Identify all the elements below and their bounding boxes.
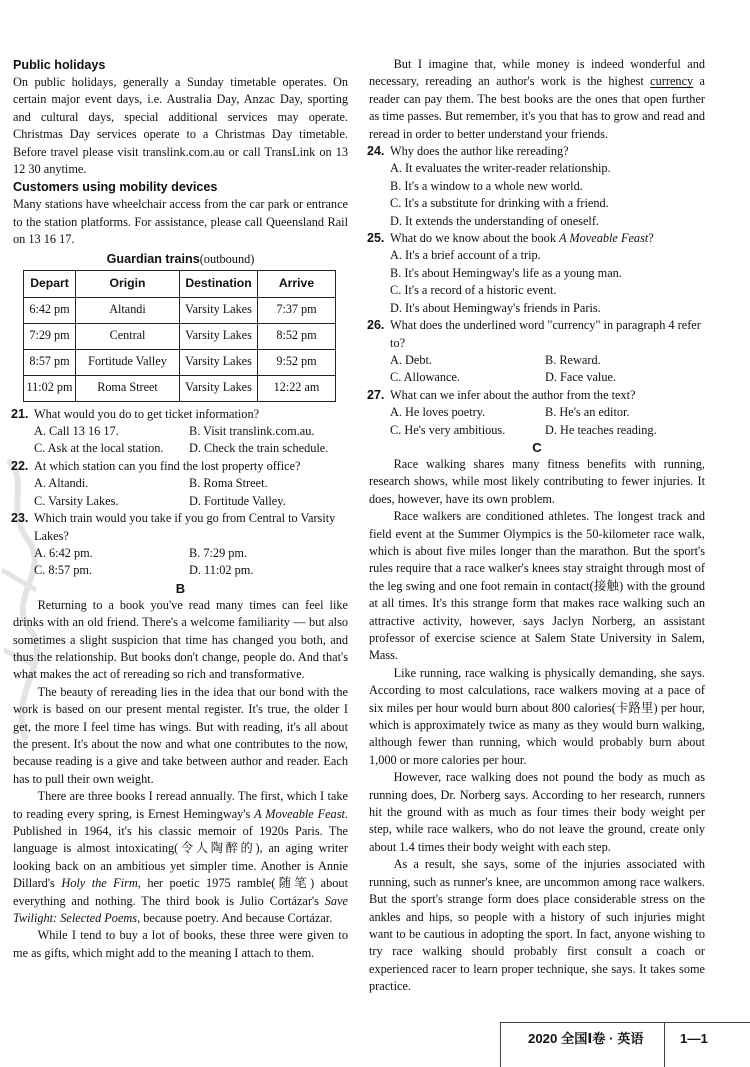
question-23	[13, 510, 348, 545]
question-number: 22.	[11, 458, 29, 473]
option-d: D. 11:02 pm.	[189, 563, 254, 578]
option-d: D. It extends the understanding of oneself.	[390, 213, 599, 228]
passage-c-paragraph-1: Race walking shares many fitness benefits with running, research shows, while most likely contributing to fewer injuries. It does, however, have its own problem.	[369, 456, 705, 506]
cell-arrive: 9:52 pm	[258, 349, 336, 375]
options-row	[369, 352, 705, 369]
passage-b-paragraph-3	[13, 788, 348, 927]
underlined-word: currency	[650, 74, 694, 89]
option-a: A. It's a brief account of a trip.	[390, 248, 541, 263]
section-b-heading: B	[175, 580, 186, 596]
header-depart: Depart	[24, 270, 76, 297]
option-b: B. Visit translink.com.au.	[189, 424, 315, 439]
option-a: A. Debt.	[390, 352, 433, 367]
cell-destination: Varsity Lakes	[180, 323, 258, 349]
options-block	[369, 247, 705, 317]
table-row	[24, 349, 336, 375]
cell-arrive: 7:37 pm	[258, 297, 336, 323]
book-title: A Moveable Feast	[559, 231, 649, 246]
text-segment: ?	[648, 231, 654, 246]
footer-exam-label: 2020 全国Ⅰ卷 · 英语	[528, 1031, 644, 1046]
question-24	[369, 143, 705, 160]
question-number: 25.	[367, 231, 385, 246]
options-row	[13, 545, 348, 562]
cell-depart: 11:02 pm	[24, 375, 76, 401]
option-d: D. Check the train schedule.	[189, 441, 329, 456]
cell-destination: Varsity Lakes	[180, 375, 258, 401]
option-b: B. He's an editor.	[545, 405, 630, 420]
passage-b-paragraph-1: Returning to a book you've read many times can feel like drinks with an old friend. There's a welcome familiarity — but also sometimes a slight suspicion that time has changed you both, and thus the relationship. But books don't change, people do. And that's what makes the act of rereading so rich and transformative.	[13, 597, 348, 682]
header-destination: Destination	[180, 270, 258, 297]
options-row	[369, 422, 705, 439]
question-stem: Which train would you take if you go from Central to Varsity Lakes?	[34, 511, 336, 543]
table-row	[24, 375, 336, 401]
cell-origin: Central	[76, 323, 180, 349]
question-stem: What does the underlined word "currency" in paragraph 4 refer to?	[390, 318, 701, 350]
text-segment: . Published in 1964, it's his classic memoir of 1920s Paris. The language is almost intoxicating(令人陶醉的), an aging writer looking back on an ambitious yet simpler time. Another is Annie Dillard's	[13, 806, 348, 891]
question-stem: Why does the author like rereading?	[390, 144, 569, 159]
question-27	[369, 387, 705, 404]
question-22	[13, 458, 348, 475]
book-title: A Moveable Feast	[254, 806, 345, 821]
text-segment: , because poetry. And because Cortázar.	[137, 911, 333, 926]
table-header-row	[24, 270, 336, 297]
cell-destination: Varsity Lakes	[180, 349, 258, 375]
options-row	[13, 475, 348, 492]
option-b: B. It's about Hemingway's life as a young man.	[390, 265, 622, 280]
question-stem: What can we infer about the author from the text?	[390, 387, 636, 402]
options-row	[13, 423, 348, 440]
text-segment: , her poetic 1975 ramble(随笔) about everything and nothing. The third book is Julio Cortázar's	[13, 876, 348, 908]
cell-origin: Altandi	[76, 297, 180, 323]
text-segment: What do we know about the book	[390, 231, 560, 246]
options-row	[13, 440, 348, 457]
option-c: C. Varsity Lakes.	[34, 493, 119, 508]
option-a: A. He loves poetry.	[390, 405, 486, 420]
passage-b-paragraph-4: While I tend to buy a lot of books, these three were given to me as gifts, which might add to the meaning I attach to them.	[13, 928, 348, 960]
option-d: D. Fortitude Valley.	[189, 493, 286, 508]
cell-depart: 8:57 pm	[24, 349, 76, 375]
options-row	[13, 493, 348, 510]
table-title-text: Guardian trains	[106, 251, 200, 266]
section-c-heading: C	[532, 439, 542, 455]
question-number: 27.	[367, 387, 385, 402]
question-stem: What would you do to get ticket information?	[34, 406, 260, 421]
question-number: 26.	[367, 318, 385, 333]
right-column	[369, 56, 705, 996]
mobility-heading: Customers using mobility devices	[13, 180, 218, 195]
cell-destination: Varsity Lakes	[180, 297, 258, 323]
holidays-heading: Public holidays	[13, 58, 106, 72]
option-b: B. 7:29 pm.	[189, 545, 248, 560]
question-stem	[390, 230, 705, 247]
option-c: C. Allowance.	[390, 370, 461, 385]
header-origin: Origin	[76, 270, 180, 297]
cell-origin: Fortitude Valley	[76, 349, 180, 375]
option-a: A. Call 13 16 17.	[34, 424, 119, 439]
options-row	[13, 562, 348, 579]
book-title: Holy the Firm	[61, 876, 138, 891]
option-b: B. Reward.	[545, 352, 601, 367]
options-row	[369, 369, 705, 386]
option-a: A. Altandi.	[34, 476, 89, 491]
options-row	[369, 404, 705, 421]
option-b: B. It's a window to a whole new world.	[390, 178, 583, 193]
footer-divider	[500, 1022, 501, 1067]
question-21	[13, 406, 348, 423]
text-segment: a reader can pay them. The best books are the ones that open further as time passes. But remember, it's you that has to grow and read and reread in order to better understand your friends.	[369, 74, 705, 141]
passage-c-paragraph-3: Like running, race walking is physically demanding, she says. According to most calculations, race walkers moving at a pace of six miles per hour would burn about 800 calories(卡路里) per hour, which is approximately twice as many as they would burn walking, although fewer than running, which would probably burn about 1,000 or more calories per hour.	[369, 665, 705, 767]
option-c: C. It's a substitute for drinking with a friend.	[390, 196, 609, 211]
table-row	[24, 323, 336, 349]
book-title: Save Twilight: Selected Poems	[13, 893, 348, 926]
option-d: D. Face value.	[545, 370, 617, 385]
question-number: 23.	[11, 511, 29, 526]
passage-c-paragraph-5: As a result, she says, some of the injuries associated with running, such as runner's knee, are uncommon among race walkers. But the sport's strange form does place considerable stress on the ankles and hips, so people with a history of such injuries might want to be cautious in adopting the sport. In fact, anyone wishing to try race walking should probably first consult a coach or experienced racer to learn proper technique, she says. It takes some practice.	[369, 857, 705, 994]
text-segment: But I imagine that, while money is indeed wonderful and necessary, rereading an author's work is the highest	[369, 57, 705, 89]
passage-c-paragraph-4: However, race walking does not pound the body as much as running does, Dr. Norberg says. According to her research, runners hit the ground with as much as four times their body weight per step, while race walkers, who do not leave the ground, create only about 1.4 times their body weight with each step.	[369, 770, 705, 854]
train-timetable	[23, 270, 336, 402]
option-c: C. Ask at the local station.	[34, 441, 164, 456]
table-row	[24, 297, 336, 323]
cell-arrive: 12:22 am	[258, 375, 336, 401]
passage-b-paragraph-5	[369, 56, 705, 143]
holidays-paragraph: On public holidays, generally a Sunday timetable operates. On certain major event days, i.e. Australia Day, Anzac Day, sporting and cultural days, special additional services may operate. Christmas Day services operate to a Christmas Day timetable. Before travel please visit translink.com.au or call TransLink on 13 12 30 anytime.	[13, 75, 348, 177]
cell-arrive: 8:52 pm	[258, 323, 336, 349]
question-stem: At which station can you find the lost property office?	[34, 458, 301, 473]
cell-depart: 6:42 pm	[24, 297, 76, 323]
question-26	[369, 317, 705, 352]
question-25	[369, 230, 705, 247]
question-number: 24.	[367, 144, 385, 159]
footer-page-number: 1—1	[680, 1031, 708, 1046]
options-block	[369, 160, 705, 230]
option-c: C. It's a record of a historic event.	[390, 283, 557, 298]
option-d: D. He teaches reading.	[545, 422, 657, 437]
cell-origin: Roma Street	[76, 375, 180, 401]
option-c: C. He's very ambitious.	[390, 422, 506, 437]
option-d: D. It's about Hemingway's friends in Paris.	[390, 300, 601, 315]
option-b: B. Roma Street.	[189, 476, 268, 491]
passage-c-paragraph-2: Race walkers are conditioned athletes. The longest track and field event at the Summer Olympics is the 50-kilometer race walk, which is about five miles longer than the marathon. But the sport's rules require that a race walker's knees stay straight through most of the leg swing and one foot remain in contact(接触) with the ground at all times. It's this strange form that makes race walking such an attractive activity, however, says Jaclyn Norberg, an assistant professor of exercise science at Salem State University in Salem, Mass.	[369, 509, 705, 663]
mobility-paragraph: Many stations have wheelchair access from the car park or entrance to the station platforms. For assistance, please call Queensland Rail on 13 16 17.	[13, 197, 348, 247]
left-column	[13, 56, 348, 962]
option-a: A. It evaluates the writer-reader relationship.	[390, 161, 611, 176]
header-arrive: Arrive	[258, 270, 336, 297]
text-segment: There are three books I reread annually. The first, which I take to reading every spring, is Ernest Hemingway's	[13, 789, 348, 821]
cell-depart: 7:29 pm	[24, 323, 76, 349]
option-c: C. 8:57 pm.	[34, 563, 93, 578]
option-a: A. 6:42 pm.	[34, 545, 93, 560]
footer-divider	[664, 1022, 665, 1067]
table-subtitle: (outbound)	[199, 251, 255, 266]
question-number: 21.	[11, 406, 29, 421]
table-title	[13, 250, 348, 268]
footer-rule	[500, 1022, 750, 1023]
passage-b-paragraph-2: The beauty of rereading lies in the idea that our bond with the work is based on our present mental register. It's true, the older I get, the more I feel time has wings. But with reading, it's all about the present. It's about the now and what one contributes to the now, because reading is a give and take between author and reader. Each has to pull their own weight.	[13, 684, 348, 786]
